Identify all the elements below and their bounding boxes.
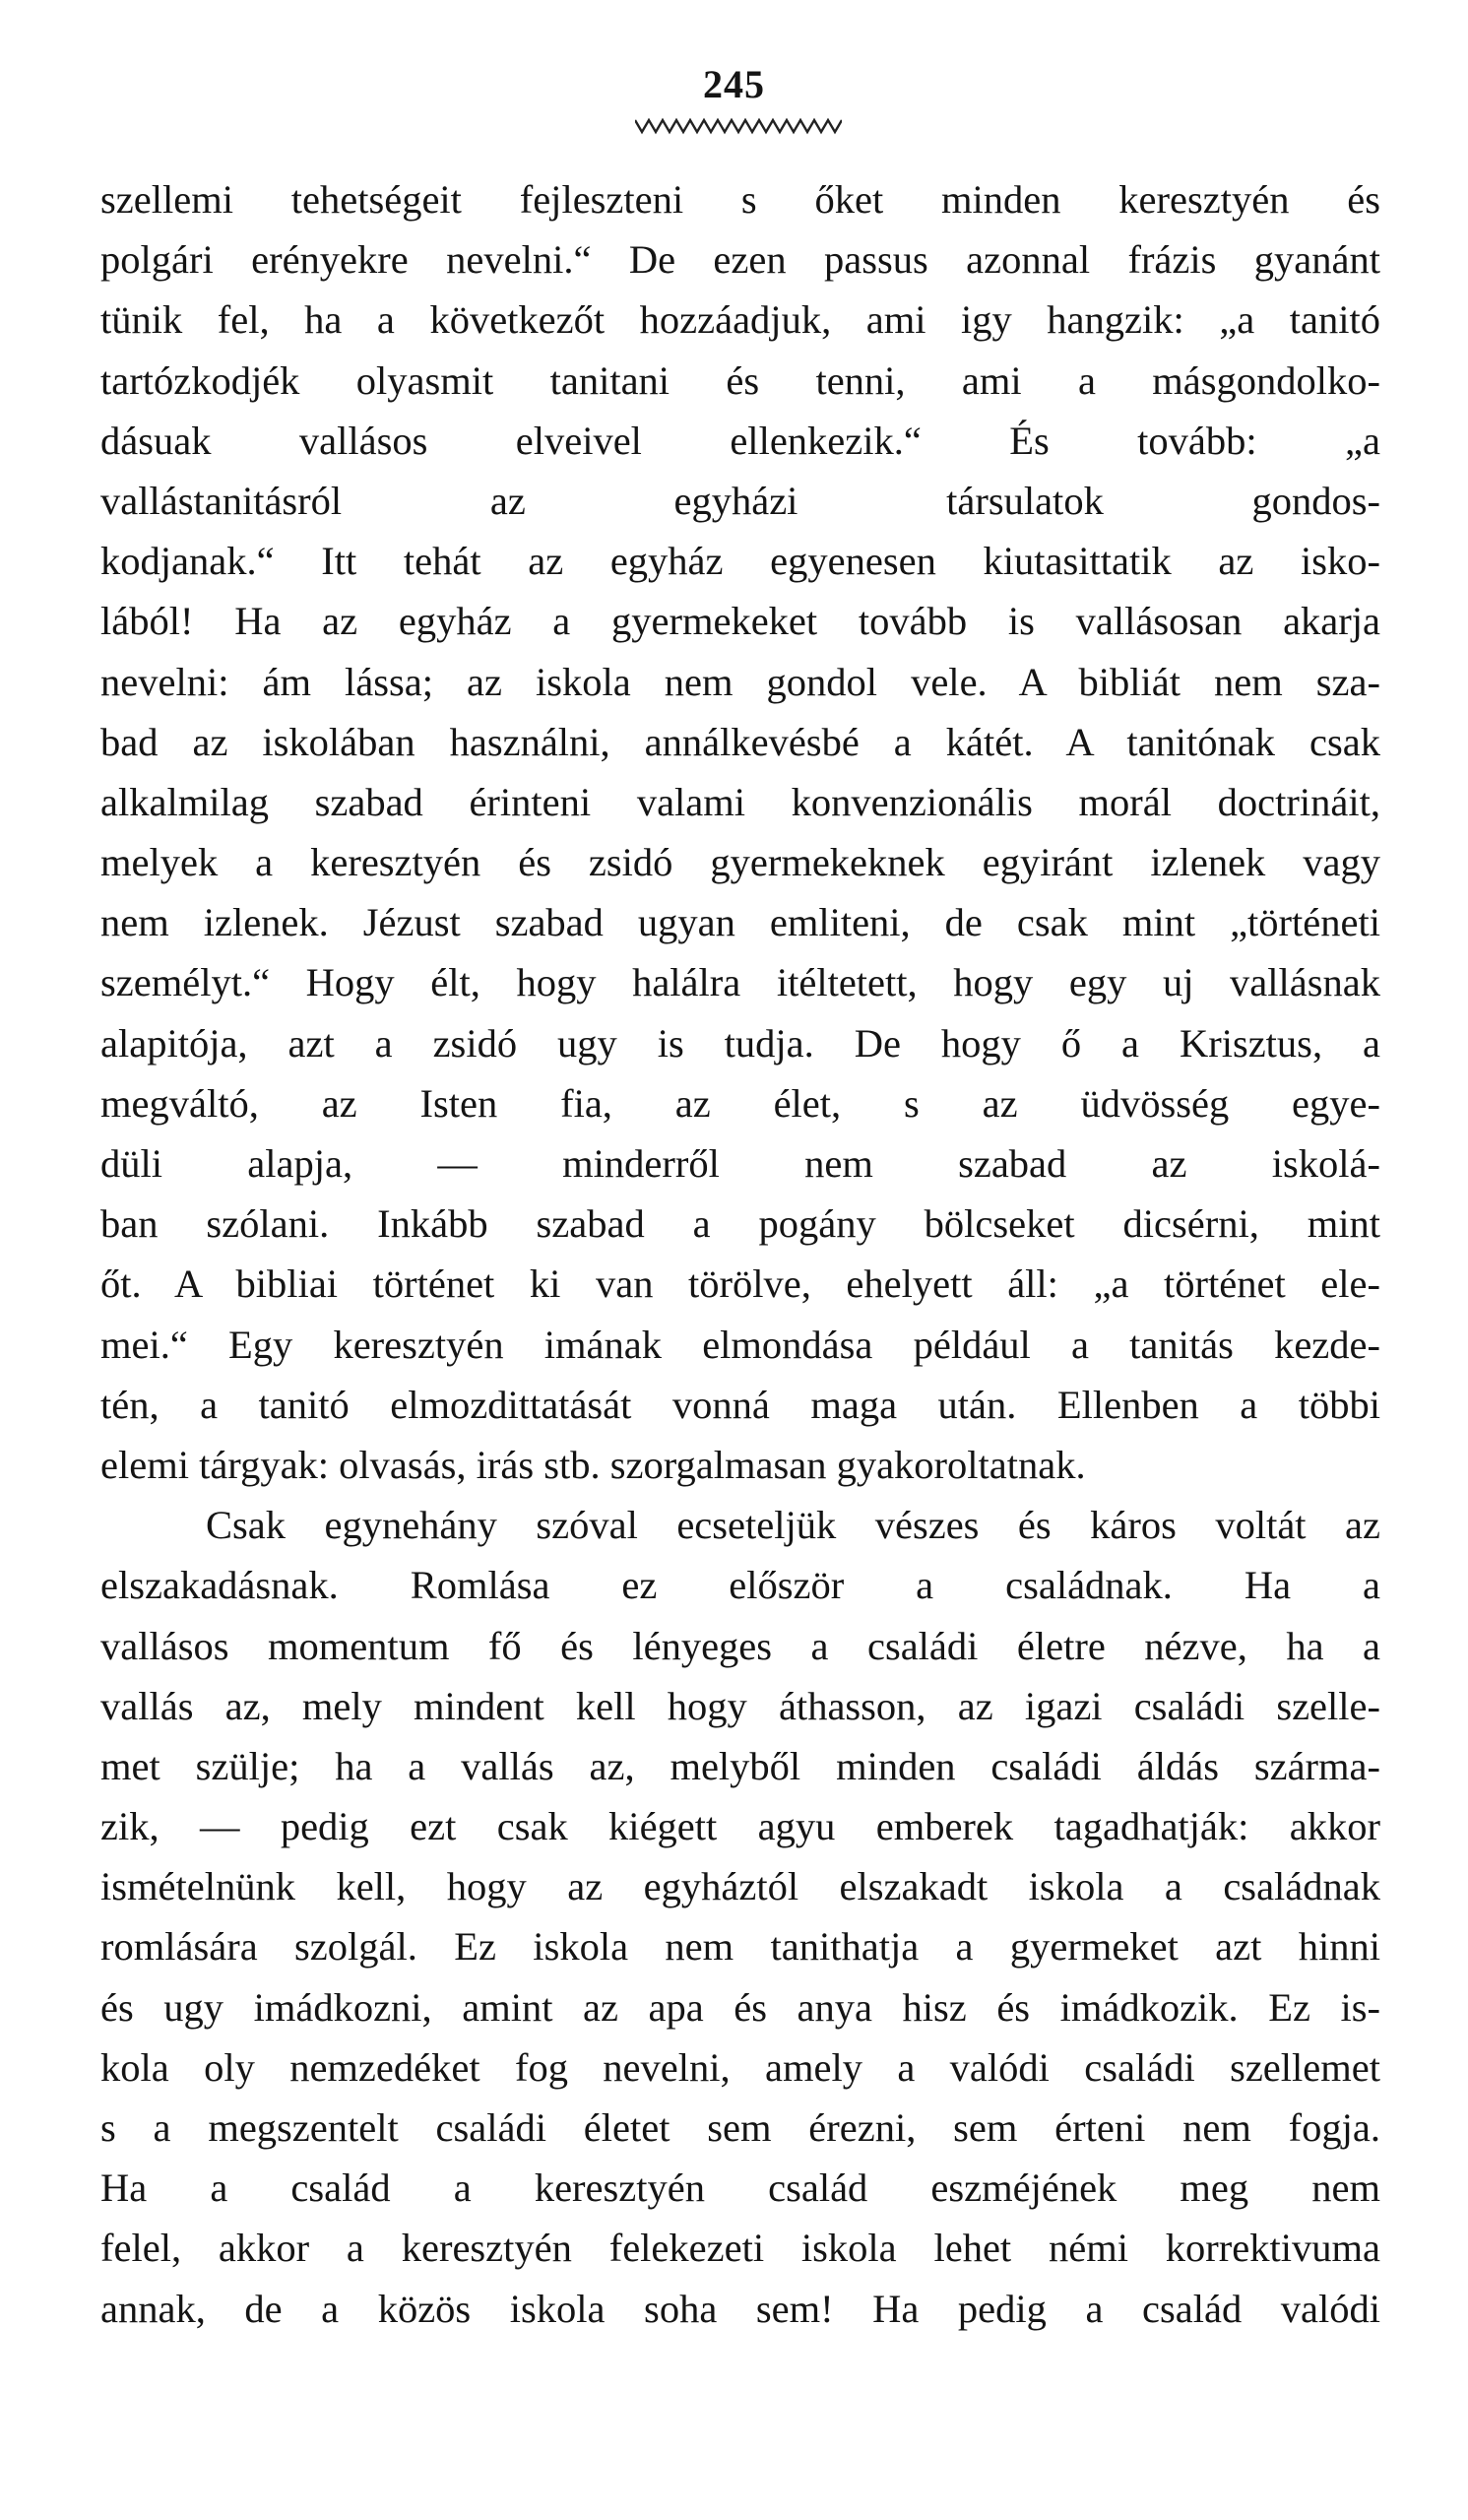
text-line: ban szólani. Inkább szabad a pogány bölcseket dicsérni, mint <box>100 1201 1380 1247</box>
text-line: alapitója, azt a zsidó ugy is tudja. De hogy ő a Krisztus, a <box>100 1020 1380 1066</box>
text-line: melyek a keresztyén és zsidó gyermekeknek egyiránt izlenek vagy <box>100 840 1380 885</box>
text-line: elszakadásnak. Romlása ez először a családnak. Ha a <box>100 1563 1380 1608</box>
text-line: megváltó, az Isten fia, az élet, s az üdvösség egye- <box>100 1080 1380 1126</box>
text-line: met szülje; ha a vallás az, melyből minden családi áldás szárma- <box>100 1743 1380 1788</box>
text-line: bad az iskolában használni, annálkevésbé a kátét. A tanitónak csak <box>100 719 1380 764</box>
text-line: személyt.“ Hogy élt, hogy halálra itéltetett, hogy egy uj vallásnak <box>100 960 1380 1005</box>
text-line: őt. A bibliai történet ki van törölve, ehelyett áll: „a történet ele- <box>100 1261 1380 1307</box>
text-line: düli alapja, — minderről nem szabad az iskolá- <box>100 1141 1380 1186</box>
text-line: kodjanak.“ Itt tehát az egyház egyenesen kiutasittatik az isko- <box>100 539 1380 584</box>
text-line: annak, de a közös iskola soha sem! Ha pedig a család valódi <box>100 2286 1380 2331</box>
text-line: nevelni: ám lássa; az iskola nem gondol vele. A bibliát nem sza- <box>100 659 1380 704</box>
text-line: és ugy imádkozni, amint az apa és anya hisz és imádkozik. Ez is- <box>100 1984 1380 2030</box>
text-line: romlására szolgál. Ez iskola nem tanithatja a gyermeket azt hinni <box>100 1924 1380 1970</box>
text-line: tén, a tanitó elmozdittatását vonná maga után. Ellenben a többi <box>100 1382 1380 1427</box>
body-text <box>100 169 1380 2339</box>
text-line: mei.“ Egy keresztyén imának elmondása például a tanitás kezde- <box>100 1322 1380 1367</box>
page-number: 245 <box>703 62 765 106</box>
text-line: nem izlenek. Jézust szabad ugyan emliteni, de csak mint „történeti <box>100 900 1380 945</box>
text-line: tartózkodjék olyasmit tanitani és tenni, ami a másgondolko- <box>100 357 1380 403</box>
text-line: Csak egynehány szóval ecseteljük vészes és káros voltát az <box>206 1503 1380 1548</box>
text-line: vallás az, mely mindent kell hogy áthasson, az igazi családi szelle- <box>100 1683 1380 1728</box>
text-line: polgári erényekre nevelni.“ De ezen passus azonnal frázis gyanánt <box>100 237 1380 283</box>
text-line: alkalmilag szabad érinteni valami konvenzionális morál doctrináit, <box>100 779 1380 824</box>
text-line: tünik fel, ha a következőt hozzáadjuk, ami igy hangzik: „a tanitó <box>100 297 1380 343</box>
text-line: dásuak vallásos elveivel ellenkezik.“ És tovább: „a <box>100 418 1380 463</box>
text-line: vallásos momentum fő és lényeges a családi életre nézve, ha a <box>100 1623 1380 1668</box>
text-line: vallástanitásról az egyházi társulatok gondos- <box>100 478 1380 523</box>
text-line: zik, — pedig ezt csak kiégett agyu emberek tagadhatják: akkor <box>100 1804 1380 1849</box>
text-line: szellemi tehetségeit fejleszteni s őket minden keresztyén és <box>100 177 1380 222</box>
text-line: Ha a család a keresztyén család eszméjének meg nem <box>100 2165 1380 2211</box>
text-line: s a megszentelt családi életet sem érezni, sem érteni nem fogja. <box>100 2105 1380 2150</box>
text-line: ismételnünk kell, hogy az egyháztól elszakadt iskola a családnak <box>100 1864 1380 1909</box>
text-line: kola oly nemzedéket fog nevelni, amely a valódi családi szellemet <box>100 2044 1380 2090</box>
text-line: lából! Ha az egyház a gyermekeket tovább is vallásosan akarja <box>100 599 1380 644</box>
ornament-divider <box>635 116 842 138</box>
text-line: felel, akkor a keresztyén felekezeti iskola lehet némi korrektivuma <box>100 2226 1380 2271</box>
text-line: elemi tárgyak: olvasás, irás stb. szorgalmasan gyakoroltatnak. <box>100 1442 1086 1487</box>
